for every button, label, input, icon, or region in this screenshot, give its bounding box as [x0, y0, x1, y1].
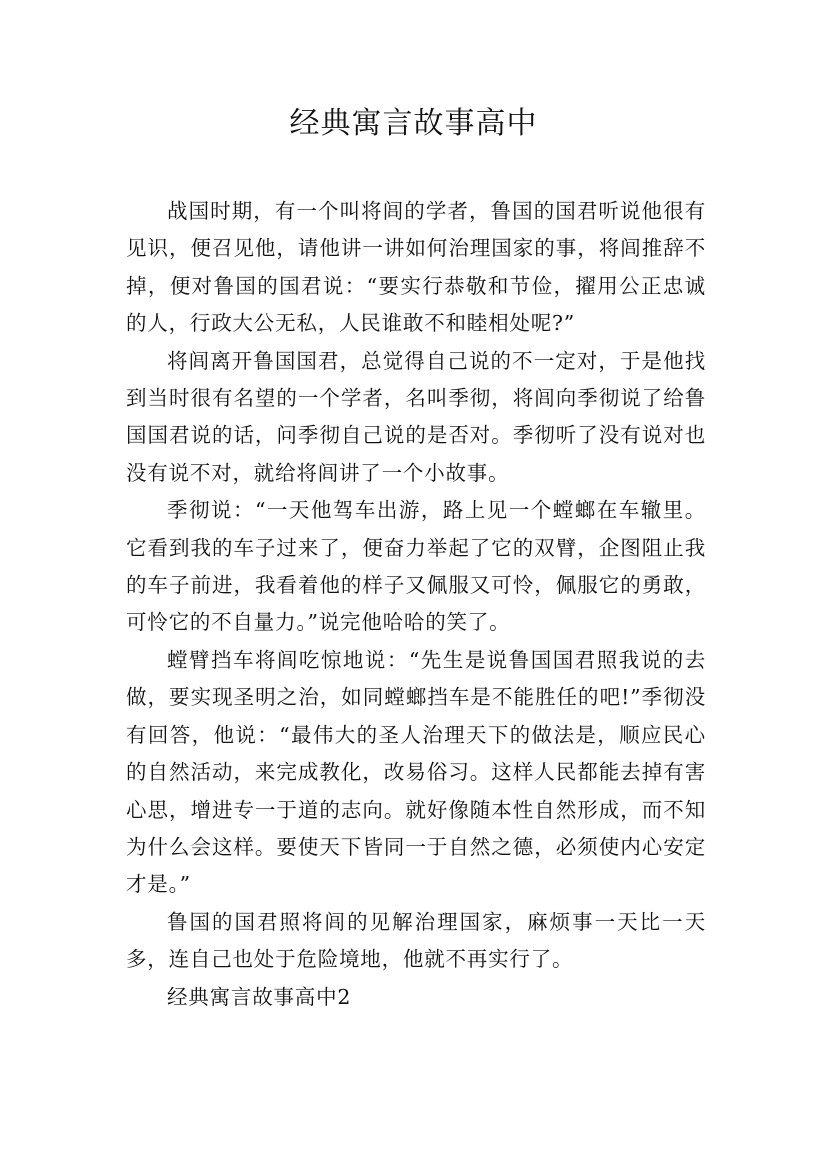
- document-body: [126, 193, 706, 1016]
- paragraph-3: 季彻说：“一天他驾车出游，路上见一个螳螂在车辙里。它看到我的车子过来了，便奋力举起了它的双臂，企图阻止我的车子前进，我看着他的样子又佩服又可怜，佩服它的勇敢，可怜它的不自量力。”说完他哈哈的笑了。: [126, 498, 706, 635]
- paragraph-4: 螳臂挡车将闾吃惊地说：“先生是说鲁国国君照我说的去做，要实现圣明之治，如同螳螂挡车是不能胜任的吧!”季彻没有回答，他说：“最伟大的圣人治理天下的做法是，顺应民心的自然活动，来完成教化，改易俗习。这样人民都能去掉有害心思，增进专一于道的志向。就好像随本性自然形成，而不知为什么会这样。要使天下皆同一于自然之德，必须使内心安定才是。”: [126, 647, 706, 897]
- paragraph-5: 鲁国的国君照将闾的见解治理国家，麻烦事一天比一天多，连自己也处于危险境地，他就不再实行了。: [126, 909, 706, 972]
- document-title: 经典寓言故事高中: [289, 106, 538, 141]
- section-heading: 经典寓言故事高中2: [167, 984, 352, 1009]
- paragraph-2: 将闾离开鲁国国君，总觉得自己说的不一定对，于是他找到当时很有名望的一个学者，名叫季彻，将闾向季彻说了给鲁国国君说的话，问季彻自己说的是否对。季彻听了没有说对也没有说不对，就给将闾讲了一个小故事。: [126, 348, 706, 485]
- paragraph-1: 战国时期，有一个叫将闾的学者，鲁国的国君听说他很有见识，便召见他，请他讲一讲如何治理国家的事，将闾推辞不掉，便对鲁国的国君说：“要实行恭敬和节俭，擢用公正忠诚的人，行政大公无私，人民谁敢不和睦相处呢?”: [126, 199, 706, 336]
